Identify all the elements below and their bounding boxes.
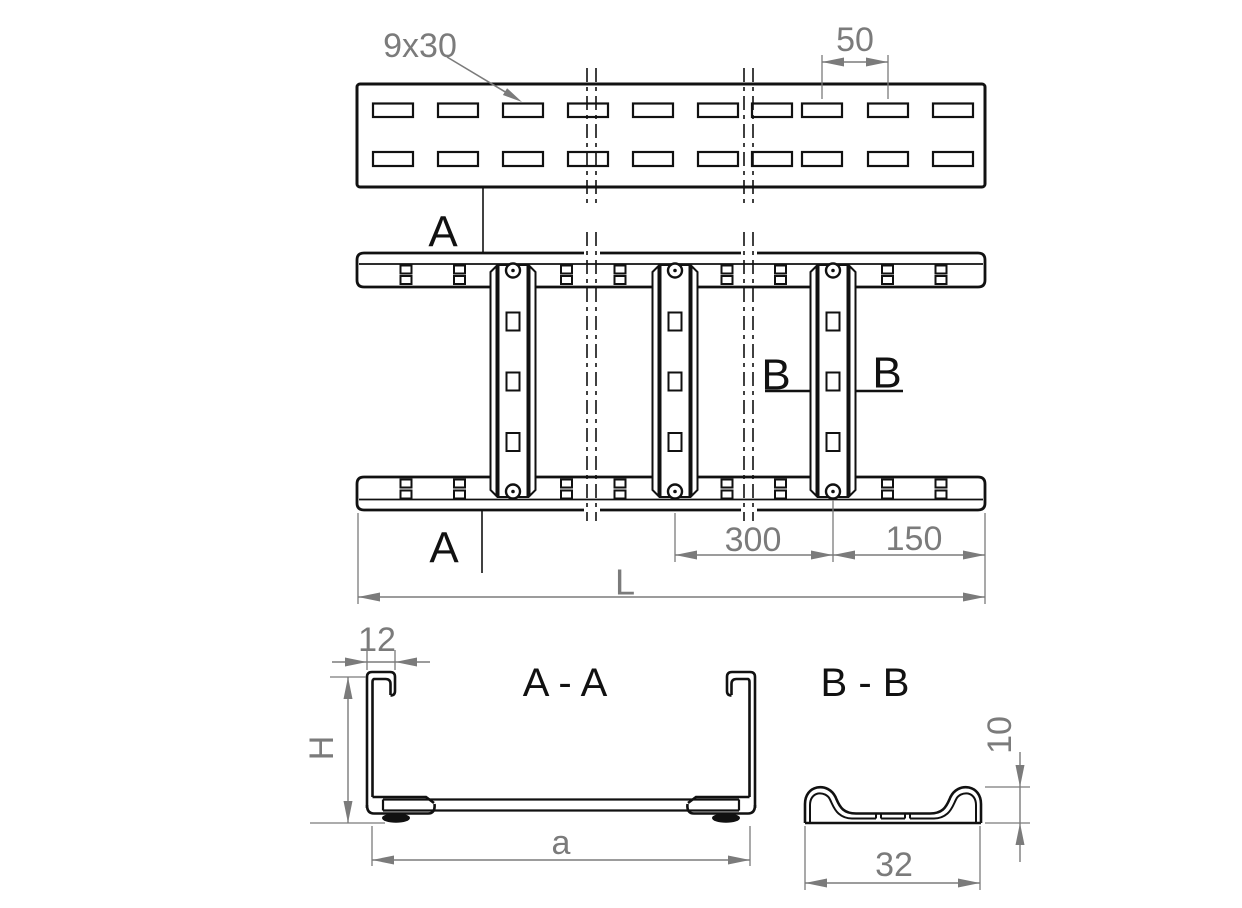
- rail-height-label: H: [303, 735, 341, 761]
- arrowhead-icon: [358, 593, 380, 602]
- slot: [633, 104, 673, 118]
- rung-spacing-label: 300: [724, 521, 782, 559]
- end-spacing-dimension: [833, 520, 985, 560]
- rivet-center: [831, 490, 835, 494]
- slot: [933, 104, 973, 118]
- rail-foot-bottom: [687, 804, 755, 814]
- rung-slot: [669, 373, 682, 391]
- rivet-center: [511, 269, 515, 273]
- arrowhead-icon: [1016, 765, 1025, 787]
- hole: [401, 491, 412, 499]
- rivet-center: [673, 269, 677, 273]
- slot: [698, 104, 738, 118]
- aa-left-rail-profile: [367, 672, 435, 814]
- inner-width-label: a: [551, 824, 571, 862]
- rung-width-label: 32: [875, 846, 913, 884]
- side-rail-outline: [357, 84, 985, 187]
- rail-wall-inner: [732, 679, 750, 797]
- hole: [561, 266, 572, 274]
- end-spacing-label: 150: [885, 520, 943, 558]
- rivet-center: [831, 269, 835, 273]
- rung-slot: [827, 313, 840, 331]
- inner-width-dimension: [372, 824, 750, 866]
- flange-width-dimension: [332, 621, 430, 670]
- slot: [752, 152, 792, 166]
- slot: [868, 152, 908, 166]
- rung-slot: [507, 313, 520, 331]
- hole: [615, 491, 626, 499]
- rung-1: [491, 264, 536, 499]
- section-aa-view: [303, 621, 755, 866]
- slot: [802, 152, 842, 166]
- hole: [561, 480, 572, 488]
- section-a-top-label: A: [428, 207, 458, 257]
- arrowhead-icon: [811, 551, 833, 560]
- aa-rung-elevation: [383, 800, 739, 811]
- slot: [503, 104, 543, 118]
- rung-slot: [827, 433, 840, 451]
- slot: [373, 104, 413, 118]
- hole: [401, 276, 412, 284]
- arrowhead-icon: [963, 551, 985, 560]
- rung-slot: [507, 433, 520, 451]
- plan-view-ladder: [357, 188, 985, 604]
- slot: [503, 152, 543, 166]
- rail-wall-inner: [373, 679, 391, 797]
- hole: [401, 266, 412, 274]
- total-length-label: L: [614, 561, 636, 603]
- hole: [722, 276, 733, 284]
- slot: [568, 104, 608, 118]
- hole: [882, 491, 893, 499]
- hole: [722, 491, 733, 499]
- flange-width-label: 12: [358, 621, 396, 659]
- bb-rung-profile: [805, 787, 981, 823]
- arrowhead-icon: [805, 879, 827, 888]
- arrowhead-icon: [1016, 823, 1025, 845]
- hole: [561, 276, 572, 284]
- arrowhead-icon: [675, 551, 697, 560]
- hole: [722, 480, 733, 488]
- hole: [615, 276, 626, 284]
- arrowhead-icon: [344, 801, 353, 823]
- hole: [561, 491, 572, 499]
- rung-2: [653, 264, 698, 499]
- rivet-head: [382, 813, 410, 823]
- rung-slot: [827, 373, 840, 391]
- arrowhead-icon: [958, 879, 980, 888]
- hole: [454, 491, 465, 499]
- rung-slot: [669, 433, 682, 451]
- hole: [401, 480, 412, 488]
- rung-3: [811, 264, 856, 499]
- hole: [454, 266, 465, 274]
- hole: [775, 276, 786, 284]
- slot: [438, 104, 478, 118]
- rung-height-dimension: [981, 716, 1030, 862]
- hole: [936, 480, 947, 488]
- hole: [775, 480, 786, 488]
- rivet-center: [511, 490, 515, 494]
- arrowhead-icon: [963, 593, 985, 602]
- rung-slot: [669, 313, 682, 331]
- section-b-right-label: B: [872, 348, 902, 398]
- arrowhead-icon: [372, 856, 394, 865]
- hole: [454, 276, 465, 284]
- hole: [936, 491, 947, 499]
- hole: [454, 480, 465, 488]
- rivet-center: [673, 490, 677, 494]
- slot-row-bottom: [373, 152, 973, 166]
- rung-height-label: 10: [981, 716, 1019, 754]
- slot: [568, 152, 608, 166]
- hole: [882, 276, 893, 284]
- slot: [802, 104, 842, 118]
- aa-right-rail-profile: [687, 672, 755, 814]
- hole: [615, 480, 626, 488]
- arrowhead-icon: [833, 551, 855, 560]
- section-b-left-label: B: [761, 350, 791, 400]
- top-view-side-rail: [357, 21, 985, 207]
- hole: [882, 480, 893, 488]
- slot: [698, 152, 738, 166]
- slot: [633, 152, 673, 166]
- hole: [882, 266, 893, 274]
- rung-slot: [507, 373, 520, 391]
- arrowhead-icon: [344, 677, 353, 699]
- hole: [775, 266, 786, 274]
- hole: [722, 266, 733, 274]
- section-bb-title: B - B: [820, 661, 910, 705]
- slot: [438, 152, 478, 166]
- rivet-head: [712, 813, 740, 823]
- section-bb-view: [805, 661, 1030, 890]
- section-aa-title: A - A: [522, 661, 608, 705]
- slot: [933, 152, 973, 166]
- rung-width-dimension: [805, 826, 980, 890]
- hole: [936, 276, 947, 284]
- rail-foot-bottom: [367, 804, 435, 814]
- slot-pitch-label: 50: [836, 21, 874, 59]
- arrowhead-icon: [728, 856, 750, 865]
- hole: [775, 491, 786, 499]
- slot-size-label: 9x30: [383, 27, 457, 65]
- slot: [868, 104, 908, 118]
- hole: [936, 266, 947, 274]
- slot: [752, 104, 792, 118]
- slot: [373, 152, 413, 166]
- slot-row-top: [373, 104, 973, 118]
- section-a-bottom-label: A: [429, 523, 459, 573]
- arrowhead-icon: [395, 658, 417, 667]
- hole: [615, 266, 626, 274]
